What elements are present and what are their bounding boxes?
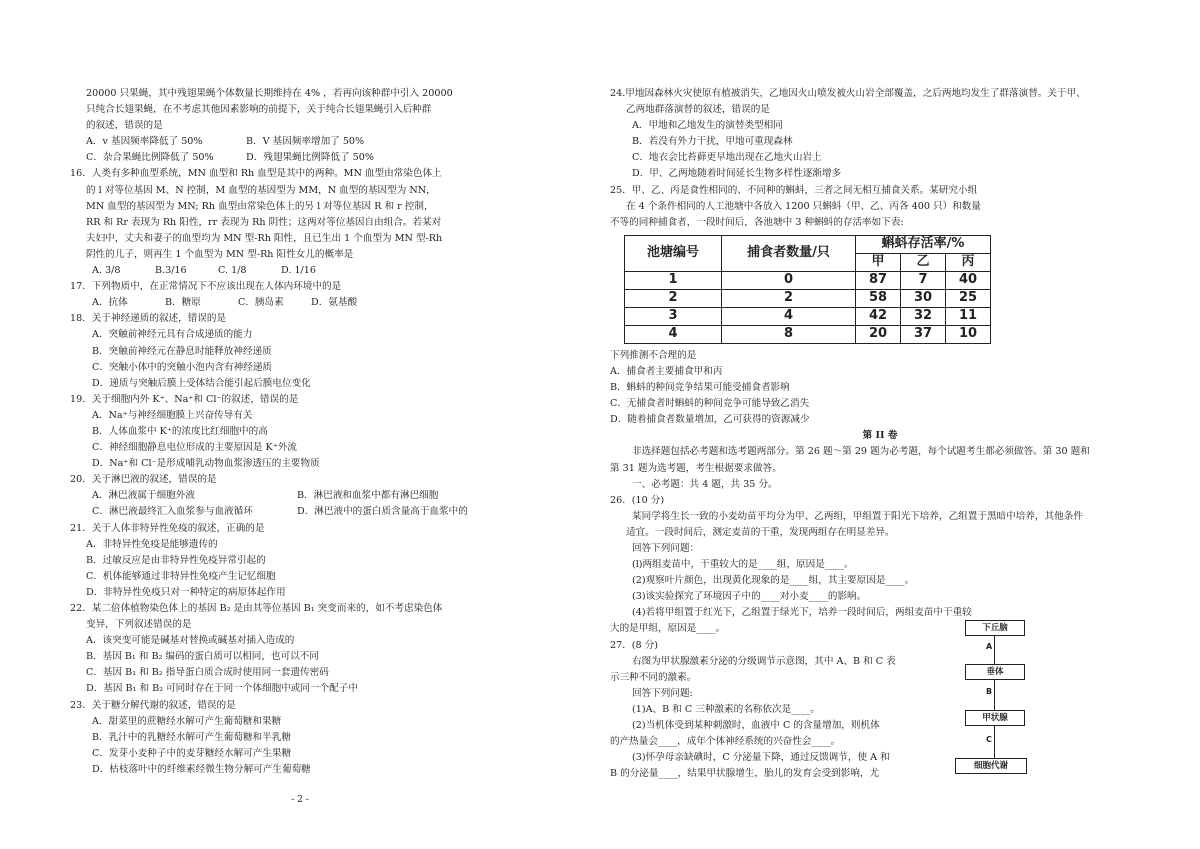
text-line: 17．下列物质中，在正常情况下不应该出现在人体内环境中的是 — [70, 281, 342, 293]
text-line: (4)若将甲组置于红光下，乙组置于绿光下，培养一段时间后，两组麦苗中干重较 — [632, 607, 972, 619]
answer-option: B．淋巴液和血浆中都有淋巴细胞 — [297, 490, 439, 502]
text-line: 变异，下列叙述错误的是 — [86, 619, 192, 631]
answer-option: A．抗体 — [92, 297, 128, 309]
table-cell: 4 — [625, 325, 722, 343]
text-line: MN 血型的基因型为 MN; Rh 血型由常染色体上的另 l 对等位基因 R 和 r 控制， — [86, 200, 434, 212]
table-cell: 30 — [901, 289, 946, 307]
text-line: D．甲、乙两地随着时间延长生物多样性逐渐增多 — [632, 168, 842, 180]
text-line: 回答下列问题： — [632, 542, 700, 554]
text-line: D．非特异性免疫只对一种特定的病原体起作用 — [86, 586, 286, 598]
table-cell: 0 — [722, 271, 856, 289]
text-line: A．非特异性免疫是能够遗传的 — [86, 538, 218, 550]
text-line: C．发芽小麦种子中的麦芽糖经水解可产生果糖 — [92, 747, 292, 759]
text-line: 20000 只果蝇，其中残翅果蝇个体数量长期维持在 4% ，若再向该种群中引入 20000 — [86, 88, 453, 99]
text-line: 19．关于细胞内外 K⁺、Na⁺和 Cl⁻的叙述，错误的是 — [70, 393, 299, 405]
table-cell: 20 — [856, 325, 901, 343]
table-cell: 87 — [856, 271, 901, 289]
answer-option: C．胰岛素 — [238, 297, 284, 309]
answer-option: D．淋巴液中的蛋白质含量高于血浆中的 — [297, 506, 468, 518]
answer-option: C. 1/8 — [218, 265, 247, 277]
text-line: 夫妇中，丈夫和妻子的血型均为 MN 型-Rh 阳性，且已生出 1 个血型为 MN 型-Rh — [86, 232, 443, 244]
arrow-line — [994, 636, 995, 664]
text-line: 第 31 题为选考题，考生根据要求做答。 — [610, 462, 782, 474]
text-line: B．蝌蚪的种间竞争结果可能受捕食者影响 — [610, 382, 790, 394]
text-line: D．枯枝落叶中的纤维素经微生物分解可产生葡萄糖 — [92, 763, 311, 775]
table-row — [625, 325, 991, 343]
arrow-line — [994, 726, 995, 760]
text-line: 适宜。一段时间后，测定麦苗的干重，发现两组存在明显差异。 — [626, 526, 895, 538]
table-header-pond: 池塘编号 — [625, 235, 722, 271]
table-cell: 2 — [625, 289, 722, 307]
text-line: B．突触前神经元在静息时能释放神经递质 — [92, 345, 272, 357]
text-line: A．捕食者主要捕食甲和丙 — [610, 365, 723, 377]
text-line: 的 l 对等位基因 M、N 控制，M 血型的基因型为 MM，N 血型的基因型为 NN， — [86, 184, 436, 196]
answer-option: A．v 基因频率降低了 50% — [86, 136, 203, 148]
text-line: 22．某二倍体植物染色体上的基因 B₂ 是由其等位基因 B₁ 突变而来的，如不考虑染色体 — [70, 603, 443, 614]
text-line: 非选择题包括必考题和选考题两部分。第 26 题～第 29 题为必考题，每个试题考生都必须做答。第 30 题和 — [632, 446, 1090, 458]
text-line: D．基因 B₁ 和 B₂ 可同时存在于同一个体细胞中或同一个配子中 — [86, 683, 358, 695]
text-line: 25．甲、乙、丙是食性相同的、不同种的蝌蚪，三者之间无相互捕食关系。某研究小组 — [610, 184, 978, 196]
text-line: 示三种不同的激素。 — [610, 671, 697, 683]
table-subheader: 乙 — [901, 253, 946, 271]
text-line: 一、必考题：共 4 题，共 35 分。 — [632, 478, 778, 490]
text-line: 只纯合长翅果蝇，在不考虑其他因素影响的前提下，关于纯合长翅果蝇引入后种群 — [86, 104, 432, 116]
text-line: C．基因 B₁ 和 B₂ 指导蛋白质合成时使用同一套遗传密码 — [86, 667, 329, 679]
answer-option: B.3/16 — [155, 265, 187, 277]
table-cell: 3 — [625, 307, 722, 325]
text-line: A．甜菜里的蔗糖经水解可产生葡萄糖和果糖 — [92, 715, 282, 727]
text-line: 的产热量会____，成年个体神经系统的兴奋性会____。 — [610, 736, 841, 748]
left-column — [70, 86, 540, 778]
answer-option: D．氨基酸 — [311, 297, 358, 309]
text-line: 23．关于糖分解代谢的叙述，错误的是 — [70, 699, 236, 711]
table-cell: 11 — [946, 307, 991, 325]
table-cell: 2 — [722, 289, 856, 307]
text-line: 在 4 个条件相同的人工池塘中各放入 1200 只蝌蚪（甲、乙、丙各 400 只）和数量 — [626, 200, 981, 212]
text-line: B．过敏反应是由非特异性免疫异常引起的 — [86, 554, 266, 566]
right-column — [610, 86, 1150, 782]
page-number: - 2 - — [291, 795, 309, 805]
right-column-part-a — [610, 86, 1150, 231]
text-line: 回答下列问题: — [632, 687, 693, 699]
text-line: 乙两地群落演替的叙述，错误的是 — [626, 104, 770, 116]
label-a: A — [986, 642, 993, 651]
table-header-predator: 捕食者数量/只 — [722, 235, 856, 271]
table-subheader: 甲 — [856, 253, 901, 271]
answer-option: B．V 基因频率增加了 50% — [246, 136, 365, 148]
text-line: 21．关于人体非特异性免疫的叙述，正确的是 — [70, 522, 265, 534]
text-line: 某同学将生长一致的小麦幼苗平均分为甲、乙两组，甲组置于阳光下培养，乙组置于黑暗中培养，其他条件 — [632, 510, 1083, 522]
table-cell: 42 — [856, 307, 901, 325]
text-line: B．乳汁中的乳糖经水解可产生葡萄糖和半乳糖 — [92, 731, 291, 743]
table-cell: 58 — [856, 289, 901, 307]
text-line: A．突触前神经元具有合成递质的能力 — [92, 329, 253, 341]
text-line: (3)怀孕母亲缺碘时，C 分泌量下降，通过反馈调节，使 A 和 — [632, 752, 890, 764]
text-line: D．随着捕食者数量增加，乙可获得的资源减少 — [610, 414, 810, 426]
option-row — [70, 488, 540, 504]
answer-option: D．残翅果蝇比例降低了 50% — [246, 152, 375, 164]
text-line: C．机体能够通过非特异性免疫产生记忆细胞 — [86, 570, 276, 582]
right-column-part-b — [610, 348, 1150, 783]
table-cell: 1 — [625, 271, 722, 289]
option-row — [70, 504, 540, 520]
text-line: 27．(8 分) — [610, 639, 659, 651]
text-line: D．递质与突触后膜上受体结合能引起后膜电位变化 — [92, 377, 311, 389]
node-thyroid: 甲状腺 — [965, 710, 1025, 726]
table-cell: 4 — [722, 307, 856, 325]
answer-option: D. 1/16 — [281, 265, 316, 277]
answer-option: A. 3/8 — [92, 265, 121, 277]
text-line: 下列推测不合理的是 — [610, 349, 697, 361]
label-c: C — [986, 735, 992, 744]
text-line: B．人体血浆中 K⁺的浓度比红细胞中的高 — [92, 425, 268, 437]
text-line: B．基因 B₁ 和 B₂ 编码的蛋白质可以相同，也可以不同 — [86, 651, 319, 663]
tadpole-survival-table — [624, 235, 991, 344]
text-line: (l)两组麦苗中，干重较大的是____组，原因是____。 — [632, 559, 854, 571]
text-line: RR 和 Rr 表现为 Rh 阳性，rr 表现为 Rh 阴性；这两对等位基因自由组合。若某对 — [86, 216, 442, 228]
node-hypothalamus: 下丘脑 — [965, 620, 1025, 636]
node-pituitary: 垂体 — [965, 664, 1025, 680]
text-line: 大的是甲组，原因是____。 — [610, 623, 726, 635]
thyroid-regulation-diagram — [950, 620, 1040, 780]
text-line: 24.甲地因森林火灾使原有植被消失，乙地因火山喷发被火山岩全部覆盖，之后两地均发生了群落演替。关于甲、 — [610, 88, 1086, 99]
text-line: 第 II 卷 — [862, 430, 898, 442]
text-line: (3)该实验探究了环境因子中的____对小麦____的影响。 — [632, 591, 867, 603]
text-line: 20．关于淋巴液的叙述，错误的是 — [70, 474, 217, 486]
table-cell: 10 — [946, 325, 991, 343]
option-row — [70, 150, 540, 166]
option-row — [70, 263, 540, 279]
text-line: A．该突变可能是碱基对替换或碱基对插入造成的 — [86, 635, 295, 647]
arrow-line — [994, 680, 995, 710]
text-line: A．Na⁺与神经细胞膜上兴奋传导有关 — [92, 409, 253, 421]
answer-option: C．杂合果蝇比例降低了 50% — [86, 152, 214, 164]
answer-option: A．淋巴液属于细胞外液 — [92, 490, 195, 502]
table-row — [625, 289, 991, 307]
option-row — [70, 295, 540, 311]
table-cell: 7 — [901, 271, 946, 289]
text-line: C．神经细胞静息电位形成的主要原因是 K⁺外流 — [92, 442, 297, 454]
text-line: 右图为甲状腺激素分泌的分级调节示意图，其中 A、B 和 C 表 — [632, 655, 896, 667]
text-line: C．地衣会比苔藓更早地出现在乙地火山岩上 — [632, 152, 822, 164]
label-b: B — [986, 687, 993, 696]
table-cell: 37 — [901, 325, 946, 343]
table-cell: 40 — [946, 271, 991, 289]
table-cell: 25 — [946, 289, 991, 307]
table-row — [625, 307, 991, 325]
node-cell-metabolism: 细胞代谢 — [955, 758, 1027, 774]
text-line: C．突触小体中的突触小泡内含有神经递质 — [92, 361, 273, 373]
table-header-survival: 蝌蚪存活率/% — [856, 235, 991, 253]
table-subheader: 丙 — [946, 253, 991, 271]
text-line: B 的分泌量____，结果甲状腺增生，胎儿的发育会受到影响，尤 — [610, 768, 880, 780]
text-line: A．甲地和乙地发生的演替类型相同 — [632, 120, 783, 132]
text-line: 18．关于神经递质的叙述，错误的是 — [70, 313, 227, 325]
text-line: 16．人类有多种血型系统，MN 血型和 Rh 血型是其中的两种。MN 血型由常染色体上 — [70, 168, 442, 180]
table-row — [625, 271, 991, 289]
option-row — [70, 134, 540, 150]
text-line: 的叙述，错误的是 — [86, 120, 163, 132]
text-line: B．若没有外力干扰，甲地可重现森林 — [632, 136, 793, 148]
text-line: D．Na⁺和 Cl⁻是形成哺乳动物血浆渗透压的主要物质 — [92, 458, 320, 470]
text-line: (2)观察叶片颜色，出现黄化现象的是____组，其主要原因是____。 — [632, 575, 915, 587]
text-line: 不等的同种捕食者，一段时间后，各池塘中 3 种蝌蚪的存活率如下表: — [610, 216, 904, 228]
answer-option: C．淋巴液最终汇入血浆参与血液循环 — [92, 506, 253, 518]
table-cell: 8 — [722, 325, 856, 343]
text-line: (1)A、B 和 C 三种激素的名称依次是____。 — [632, 703, 820, 715]
text-line: C．无捕食者时蝌蚪的种间竞争可能导致乙消失 — [610, 398, 810, 410]
answer-option: B．糖原 — [165, 297, 201, 309]
text-line: 26．(10 分) — [610, 494, 665, 506]
text-line: (2)当机体受到某种刺激时，血液中 C 的含量增加，则机体 — [632, 720, 880, 731]
text-line: 阴性的儿子，则再生 1 个血型为 MN 型-Rh 阳性女儿的概率是 — [86, 248, 354, 260]
table-cell: 32 — [901, 307, 946, 325]
